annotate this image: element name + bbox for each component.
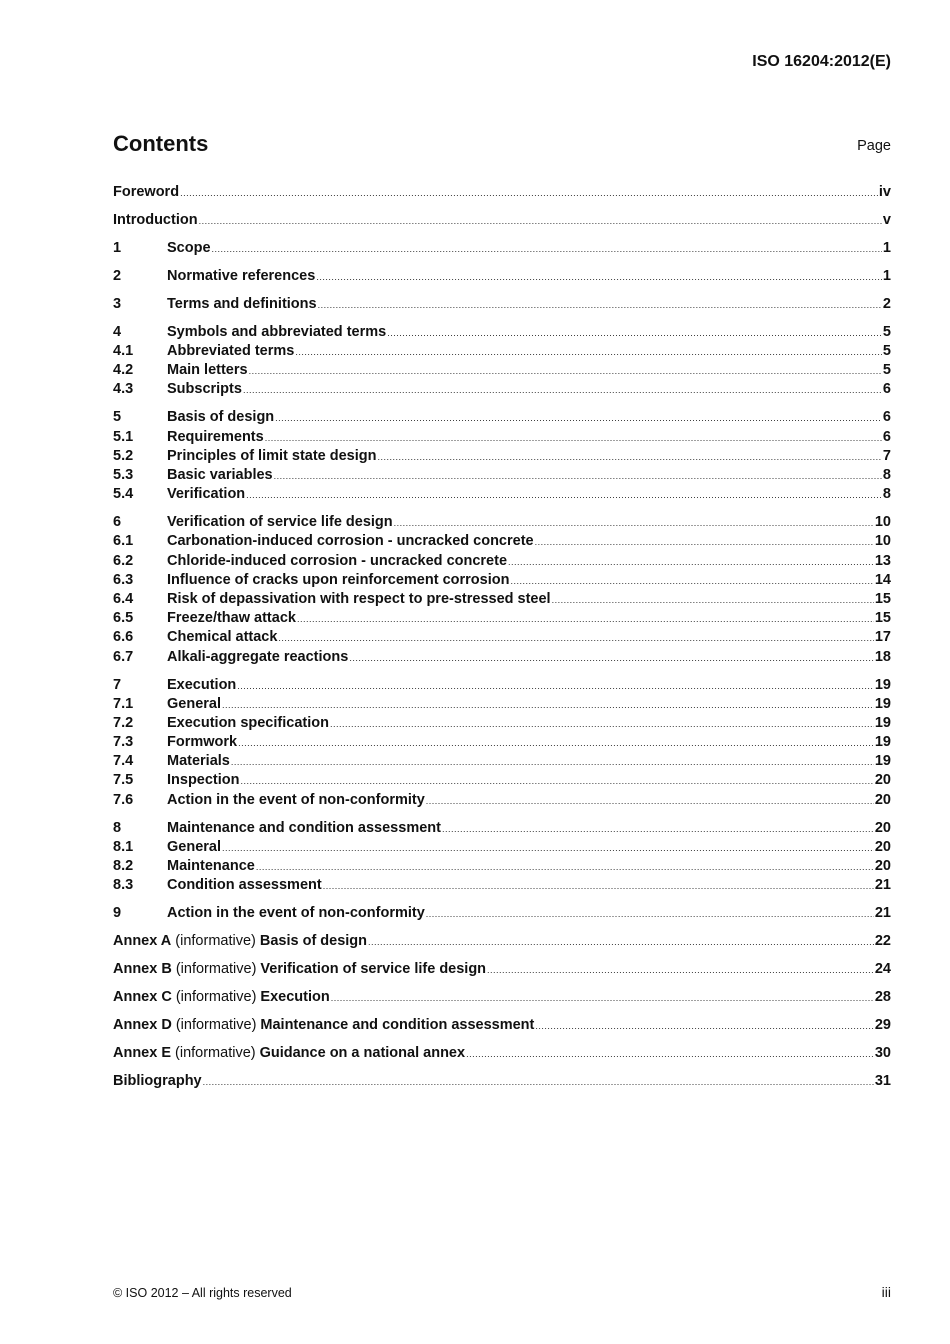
toc-dot-leader	[246, 486, 882, 505]
toc-entry[interactable]	[113, 1016, 891, 1035]
toc-entry[interactable]	[113, 932, 891, 951]
toc-dot-leader	[241, 772, 874, 791]
toc-entry-title: Symbols and abbreviated terms	[167, 323, 387, 340]
toc-entry[interactable]	[113, 571, 891, 590]
toc-section-number: 5	[113, 409, 122, 426]
toc-page-number: 30	[874, 1045, 891, 1062]
toc-dot-leader	[238, 734, 874, 753]
toc-entry[interactable]	[113, 361, 891, 380]
toc-section-number: 7.2	[113, 714, 134, 731]
toc-entry-title: Chemical attack	[167, 629, 278, 646]
toc-dot-leader	[394, 514, 874, 533]
toc-entry-title: Normative references	[167, 267, 316, 284]
toc-dot-leader	[426, 792, 874, 811]
toc-section-number: 6.7	[113, 648, 134, 665]
toc-page-number: 20	[874, 838, 891, 855]
document-id: ISO 16204:2012(E)	[752, 53, 891, 70]
toc-entry-title: Principles of limit state design	[167, 447, 377, 464]
toc-entry[interactable]	[113, 648, 891, 667]
toc-entry[interactable]	[113, 211, 891, 230]
toc-dot-leader	[275, 409, 882, 428]
toc-page-number: 19	[874, 714, 891, 731]
toc-entry[interactable]	[113, 1044, 891, 1063]
toc-entry[interactable]	[113, 752, 891, 771]
toc-page-number: 14	[874, 571, 891, 588]
toc-page-number: 22	[874, 933, 891, 950]
toc-page-number: 21	[874, 905, 891, 922]
toc-section-number: 7.5	[113, 772, 134, 789]
toc-dot-leader	[212, 240, 882, 259]
toc-entry[interactable]	[113, 590, 891, 609]
toc-entry[interactable]	[113, 904, 891, 923]
toc-section-number: 2	[113, 267, 122, 284]
toc-entry[interactable]	[113, 876, 891, 895]
toc-dot-leader	[323, 877, 874, 896]
toc-page-number: 5	[882, 343, 891, 360]
toc-dot-leader	[256, 858, 874, 877]
toc-entry-title: Execution	[260, 989, 330, 1006]
toc-dot-leader	[387, 324, 882, 343]
footer-page-number: iii	[881, 1284, 891, 1300]
toc-page-number: 20	[874, 772, 891, 789]
toc-dot-leader	[237, 677, 874, 696]
toc-section-number: 8	[113, 819, 122, 836]
toc-dot-leader	[378, 448, 882, 467]
toc-dot-leader	[535, 533, 874, 552]
toc-page-number: 18	[874, 648, 891, 665]
toc-dot-leader	[274, 467, 882, 486]
toc-entry[interactable]	[113, 695, 891, 714]
toc-section-number: 8.2	[113, 857, 134, 874]
toc-entry[interactable]	[113, 988, 891, 1007]
toc-section-number: 7.1	[113, 695, 134, 712]
toc-entry[interactable]	[113, 342, 891, 361]
toc-page-number: 13	[874, 552, 891, 569]
toc-entry-title: Freeze/thaw attack	[167, 610, 296, 627]
toc-page-number: v	[882, 211, 891, 228]
toc-page-number: 7	[882, 447, 891, 464]
toc-dot-leader	[466, 1045, 874, 1064]
toc-entry-title: Abbreviated terms	[167, 343, 295, 360]
toc-entry-title: Introduction	[113, 211, 198, 228]
toc-section-number: 4.1	[113, 343, 134, 360]
footer-copyright: © ISO 2012 – All rights reserved	[113, 1286, 292, 1300]
toc-annex-prefix: Annex C	[113, 989, 172, 1006]
toc-page-number: 15	[874, 610, 891, 627]
toc-page-number: 20	[874, 791, 891, 808]
toc-annex-type: (informative)	[175, 961, 257, 978]
toc-page-number: 21	[874, 877, 891, 894]
toc-page-number: 2	[882, 295, 891, 312]
toc-page-number: 1	[882, 267, 891, 284]
toc-entry[interactable]	[113, 295, 891, 314]
toc-section-number: 5.1	[113, 428, 134, 445]
toc-entry-title: Subscripts	[167, 381, 242, 398]
toc-section-number: 6.6	[113, 629, 134, 646]
toc-dot-leader	[297, 610, 874, 629]
toc-entry[interactable]	[113, 733, 891, 752]
toc-entry-title: Carbonation-induced corrosion - uncracked concrete	[167, 533, 534, 550]
toc-entry-title: Basic variables	[167, 467, 273, 484]
toc-section-number: 8.1	[113, 838, 134, 855]
toc-page-number: 19	[874, 695, 891, 712]
toc-annex-prefix: Annex A	[113, 933, 172, 950]
toc-page-number: 15	[874, 590, 891, 607]
page-column-label: Page	[857, 138, 891, 154]
toc-entry-title: Verification	[167, 486, 246, 503]
toc-section-number: 4	[113, 323, 122, 340]
toc-entry[interactable]	[113, 771, 891, 790]
toc-entry[interactable]	[113, 857, 891, 876]
toc-entry-title: Alkali-aggregate reactions	[167, 648, 349, 665]
toc-entry[interactable]	[113, 628, 891, 647]
toc-dot-leader	[295, 343, 882, 362]
toc-entry[interactable]	[113, 791, 891, 810]
toc-section-number: 5.2	[113, 447, 134, 464]
toc-dot-leader	[426, 905, 874, 924]
toc-entry-title: General	[167, 838, 221, 855]
table-of-contents	[113, 183, 891, 1091]
toc-section-number: 7	[113, 676, 122, 693]
toc-section-number: 7.6	[113, 791, 134, 808]
toc-section-number: 6.3	[113, 571, 134, 588]
toc-page-number: 19	[874, 753, 891, 770]
toc-entry[interactable]	[113, 380, 891, 399]
toc-page-number: 10	[874, 533, 891, 550]
toc-section-number: 4.3	[113, 381, 134, 398]
toc-section-number: 7.3	[113, 734, 134, 751]
toc-annex-type: (informative)	[175, 933, 256, 950]
toc-entry[interactable]	[113, 676, 891, 695]
toc-entry-title: Influence of cracks upon reinforcement corrosion	[167, 571, 510, 588]
toc-section-number: 1	[113, 239, 122, 256]
toc-entry[interactable]	[113, 428, 891, 447]
toc-dot-leader	[278, 629, 873, 648]
toc-entry[interactable]	[113, 819, 891, 838]
toc-section-number: 6.4	[113, 590, 134, 607]
toc-entry[interactable]	[113, 960, 891, 979]
toc-entry-title: Action in the event of non-conformity	[167, 905, 425, 922]
toc-annex-type: (informative)	[175, 1017, 257, 1034]
toc-annex-prefix: Annex E	[113, 1045, 172, 1062]
toc-entry-title: Terms and definitions	[167, 295, 317, 312]
toc-entry-title: Materials	[167, 753, 230, 770]
toc-page-number: 20	[874, 819, 891, 836]
toc-page-number: 6	[882, 381, 891, 398]
toc-dot-leader	[316, 268, 882, 287]
toc-section-number: 5.4	[113, 486, 134, 503]
toc-entry[interactable]	[113, 609, 891, 628]
toc-dot-leader	[243, 381, 882, 400]
toc-dot-leader	[180, 184, 878, 203]
toc-page-number: 5	[882, 323, 891, 340]
toc-annex-prefix: Annex D	[113, 1017, 172, 1034]
toc-page-number: 17	[874, 629, 891, 646]
toc-section-number: 5.3	[113, 467, 134, 484]
toc-section-number: 6.2	[113, 552, 134, 569]
toc-entry-title: Basis of design	[259, 933, 368, 950]
toc-dot-leader	[535, 1017, 873, 1036]
toc-entry-title: Action in the event of non-conformity	[167, 791, 425, 808]
toc-annex-type: (informative)	[175, 989, 257, 1006]
toc-dot-leader	[199, 212, 882, 231]
toc-page-number: 19	[874, 676, 891, 693]
toc-dot-leader	[249, 362, 882, 381]
toc-page-number: 31	[874, 1073, 891, 1090]
toc-entry[interactable]	[113, 323, 891, 342]
toc-dot-leader	[231, 753, 874, 772]
toc-entry[interactable]	[113, 552, 891, 571]
toc-section-number: 7.4	[113, 753, 134, 770]
toc-entry-title: Bibliography	[113, 1073, 202, 1090]
toc-dot-leader	[510, 572, 873, 591]
toc-page-number: 20	[874, 857, 891, 874]
toc-dot-leader	[442, 820, 874, 839]
toc-entry[interactable]	[113, 714, 891, 733]
toc-page-number: 29	[874, 1017, 891, 1034]
toc-page-number: iv	[878, 184, 891, 200]
toc-page-number: 10	[874, 514, 891, 531]
toc-entry-title: Requirements	[167, 428, 264, 445]
page-title: Contents	[113, 131, 209, 156]
toc-entry-title: Execution	[167, 676, 237, 693]
toc-entry-title: Verification of service life design	[260, 961, 487, 978]
toc-dot-leader	[330, 715, 874, 734]
toc-entry[interactable]	[113, 513, 891, 532]
toc-page-number: 19	[874, 734, 891, 751]
toc-section-number: 8.3	[113, 877, 134, 894]
toc-dot-leader	[487, 961, 874, 980]
toc-section-number: 3	[113, 295, 122, 312]
toc-entry-title: Basis of design	[167, 409, 275, 426]
toc-entry-title: Execution specification	[167, 714, 329, 731]
toc-entry[interactable]	[113, 1072, 891, 1091]
toc-section-number: 9	[113, 905, 122, 922]
toc-entry-title: Chloride-induced corrosion - uncracked concrete	[167, 552, 508, 569]
toc-entry[interactable]	[113, 838, 891, 857]
toc-annex-prefix: Annex B	[113, 961, 172, 978]
toc-section-number: 6	[113, 514, 122, 531]
toc-section-number: 6.1	[113, 533, 134, 550]
toc-dot-leader	[222, 839, 874, 858]
toc-page-number: 24	[874, 961, 891, 978]
toc-entry-title: Maintenance and condition assessment	[167, 819, 441, 836]
toc-dot-leader	[508, 553, 874, 572]
toc-entry-title: Verification of service life design	[167, 514, 393, 531]
toc-page-number: 8	[882, 467, 891, 484]
toc-entry-title: Main letters	[167, 362, 248, 379]
toc-entry[interactable]	[113, 239, 891, 258]
toc-dot-leader	[203, 1073, 874, 1092]
toc-dot-leader	[552, 591, 874, 610]
toc-entry-title: Foreword	[113, 184, 180, 200]
toc-section-number: 6.5	[113, 610, 134, 627]
toc-entry[interactable]	[113, 408, 891, 427]
toc-page-number: 5	[882, 362, 891, 379]
toc-entry[interactable]	[113, 447, 891, 466]
toc-page-number: 6	[882, 428, 891, 445]
toc-entry-title: Maintenance and condition assessment	[260, 1017, 535, 1034]
toc-page-number: 6	[882, 409, 891, 426]
toc-entry-title: Inspection	[167, 772, 240, 789]
toc-entry-title: Formwork	[167, 734, 238, 751]
toc-dot-leader	[318, 296, 882, 315]
toc-entry-title: Condition assessment	[167, 877, 322, 894]
toc-entry[interactable]	[113, 532, 891, 551]
toc-entry-title: Maintenance	[167, 857, 255, 874]
toc-dot-leader	[368, 933, 874, 952]
toc-entry-title: General	[167, 695, 221, 712]
toc-entry-title: Scope	[167, 239, 211, 256]
toc-entry[interactable]	[113, 267, 891, 286]
toc-dot-leader	[265, 429, 882, 448]
toc-dot-leader	[349, 649, 874, 668]
toc-entry[interactable]	[113, 183, 891, 202]
toc-entry-title: Guidance on a national annex	[259, 1045, 466, 1062]
toc-section-number: 4.2	[113, 362, 134, 379]
toc-page-number: 28	[874, 989, 891, 1006]
toc-dot-leader	[331, 989, 874, 1008]
toc-entry[interactable]	[113, 466, 891, 485]
toc-annex-type: (informative)	[175, 1045, 256, 1062]
toc-page-number: 1	[882, 239, 891, 256]
toc-entry-title: Risk of depassivation with respect to pre-stressed steel	[167, 590, 551, 607]
toc-dot-leader	[222, 696, 874, 715]
toc-entry[interactable]	[113, 485, 891, 504]
toc-page-number: 8	[882, 486, 891, 503]
